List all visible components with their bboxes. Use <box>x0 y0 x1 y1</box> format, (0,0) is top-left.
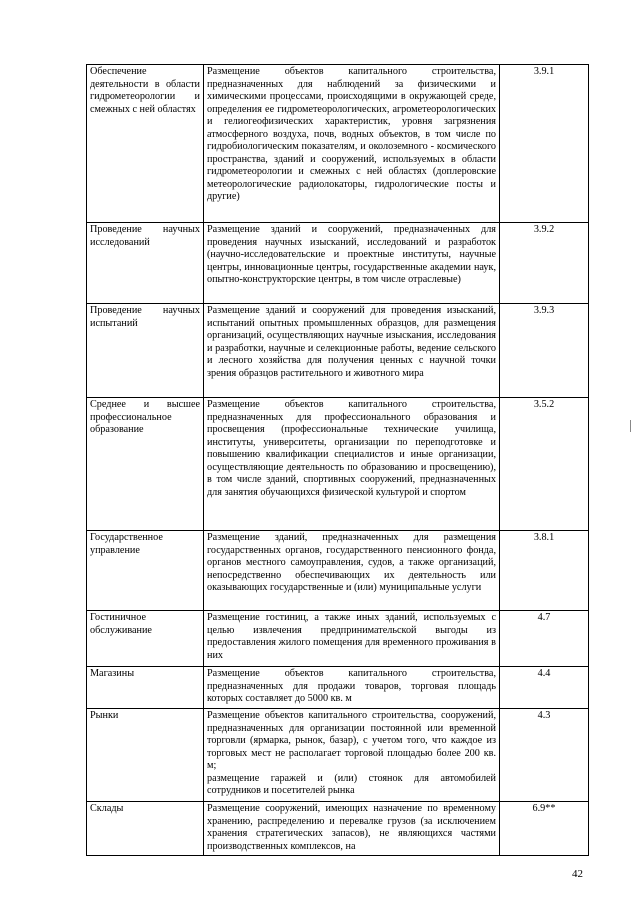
page-number: 42 <box>572 868 583 880</box>
table-row <box>87 223 589 304</box>
use-type-cell: Государственное управление <box>87 531 204 611</box>
table-row <box>87 531 589 611</box>
code-cell: 4.3 <box>500 709 589 802</box>
description-cell: Размещение зданий и сооружений, предназначенных для проведения научных изысканий, исследований и разработок (научно-исследовательские и проектные институты, научные центры, инновационные центры, государственные академии наук, опытно-конструкторские центры, в том числе отраслевые) <box>204 223 500 304</box>
use-type-cell: Гостиничное обслуживание <box>87 611 204 667</box>
code-cell: 3.9.1 <box>500 65 589 223</box>
land-use-table <box>86 64 589 856</box>
description-cell: Размещение объектов капитального строительства, предназначенных для наблюдений за физическими и химическими процессами, происходящими в окружающей среде, определения ее гидрометеорологических, агрометеорологических и гелиогеофизических характеристик, уровня загрязнения атмосферного воздуха, почв, водных объектов, в том числе по гидробиологическим показателям, и околоземного - космического пространства, зданий и сооружений, используемых в области гидрометеорологии и смежных с ней областях (доплеровские метеорологические радиолокаторы, гидрологические посты и другие) <box>204 65 500 223</box>
table-row <box>87 802 589 856</box>
code-cell: 6.9** <box>500 802 589 856</box>
code-cell: 4.4 <box>500 667 589 709</box>
table-row <box>87 398 589 531</box>
code-cell: 3.8.1 <box>500 531 589 611</box>
table-row <box>87 304 589 398</box>
table-row <box>87 611 589 667</box>
table-row <box>87 65 589 223</box>
code-cell: 3.9.3 <box>500 304 589 398</box>
description-cell: Размещение объектов капитального строительства, предназначенных для продажи товаров, торговая площадь которых составляет до 5000 кв. м <box>204 667 500 709</box>
table-row <box>87 667 589 709</box>
description-cell: Размещение зданий и сооружений для проведения изысканий, испытаний опытных промышленных образцов, для размещения организаций, осуществляющих научные изыскания, исследования и разработки, научные и селекционные работы, ведение сельского и лесного хозяйства для получения ценных с научной точки зрения образцов растительного и животного мира <box>204 304 500 398</box>
description-cell: Размещение гостиниц, а также иных зданий, используемых с целью извлечения предпринимательской выгоды из предоставления жилого помещения для временного проживания в них <box>204 611 500 667</box>
use-type-cell: Склады <box>87 802 204 856</box>
code-cell: 3.9.2 <box>500 223 589 304</box>
scan-artifact <box>630 420 631 432</box>
use-type-cell: Проведение научных исследований <box>87 223 204 304</box>
use-type-cell: Среднее и высшее профессиональное образование <box>87 398 204 531</box>
description-cell: Размещение объектов капитального строительства, сооружений, предназначенных для организации постоянной или временной торговли (ярмарка, рынок, базар), с учетом того, что каждое из торговых мест не располагает торговой площадью более 200 кв. м; размещение гаражей и (или) стоянок для автомобилей сотрудников и посетителей рынка <box>204 709 500 802</box>
table-row <box>87 709 589 802</box>
description-cell: Размещение сооружений, имеющих назначение по временному хранению, распределению и перевалке грузов (за исключением хранения стратегических запасов), не являющихся частями производственных комплексов, на <box>204 802 500 856</box>
description-cell: Размещение зданий, предназначенных для размещения государственных органов, государственного пенсионного фонда, органов местного самоуправления, судов, а также организаций, непосредственно обеспечивающих их деятельность или оказывающих государственные и (или) муниципальные услуги <box>204 531 500 611</box>
code-cell: 3.5.2 <box>500 398 589 531</box>
use-type-cell: Обеспечение деятельности в области гидрометеорологии и смежных с ней областях <box>87 65 204 223</box>
use-type-cell: Рынки <box>87 709 204 802</box>
use-type-cell: Магазины <box>87 667 204 709</box>
use-type-cell: Проведение научных испытаний <box>87 304 204 398</box>
code-cell: 4.7 <box>500 611 589 667</box>
description-cell: Размещение объектов капитального строительства, предназначенных для профессионального образования и просвещения (профессиональные технические училища, институты, университеты, организации по переподготовке и повышению квалификации специалистов и иные организации, осуществляющие деятельность по образованию и просвещению), в том числе зданий, спортивных сооружений, предназначенных для занятия обучающихся физической культурой и спортом <box>204 398 500 531</box>
